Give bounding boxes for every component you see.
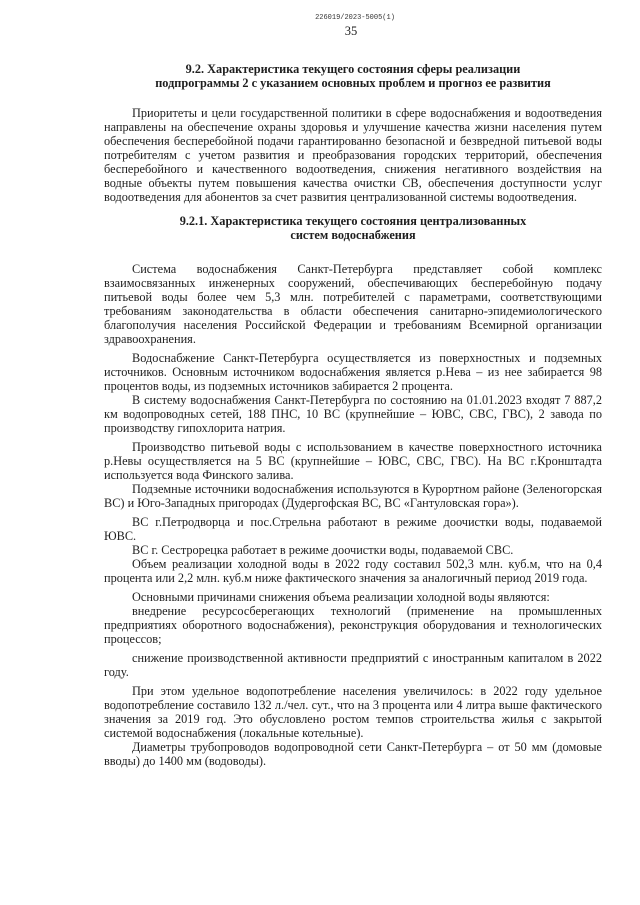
document-id: 226019/2023-5005(1) xyxy=(315,14,395,22)
page-number: 35 xyxy=(344,24,358,38)
paragraph: Производство питьевой воды с использованием в качестве поверхностного источника р.Невы осуществляется на 5 ВС (крупнейшие – ЮВС, СВС, ГВС). На ВС г.Кронштадта используется вода Финского залива. xyxy=(104,440,602,482)
paragraph: Основными причинами снижения объема реализации холодной воды являются: xyxy=(132,590,550,604)
section-heading-9-2-line2: подпрограммы 2 с указанием основных проблем и прогноз ее развития xyxy=(155,76,551,90)
paragraph: Система водоснабжения Санкт-Петербурга представляет собой комплекс взаимосвязанных инженерных сооружений, обеспечивающих бесперебойную подачу питьевой воды более чем 5,3 млн. потребителей с параметрами, соответствующими требованиям законодательства в области обеспечения санитарно-эпидемиологического благополучия населения Российской Федерации и требованиям Всемирной организации здравоохранения. xyxy=(104,262,602,346)
section-heading-9-2-1-line1: 9.2.1. Характеристика текущего состояния централизованных xyxy=(179,214,527,228)
paragraph: Подземные источники водоснабжения используются в Курортном районе (Зеленогорская ВС) и Юго-Западных пригородах (Дудергофская ВС, ВС «Гантуловская гора»). xyxy=(104,482,602,510)
paragraph: ВС г.Петродворца и пос.Стрельна работают в режиме доочистки воды, подаваемой ЮВС. xyxy=(104,515,602,543)
paragraph: внедрение ресурсосберегающих технологий (применение на промышленных предприятиях оборотного водоснабжения), реконструкция оборудования и технологических процессов; xyxy=(104,604,602,646)
paragraph: Диаметры трубопроводов водопроводной сети Санкт-Петербурга – от 50 мм (домовые вводы) до 1400 мм (водоводы). xyxy=(104,740,602,768)
paragraph-priorities: Приоритеты и цели государственной политики в сфере водоснабжения и водоотведения направлены на обеспечение охраны здоровья и улучшение качества жизни населения путем обеспечения бесперебойной подачи гарантированно безопасной и безвредной питьевой воды потребителям с учетом развития и преобразования городских территорий, обеспечения бесперебойного и качественного водоотведения, снижения негативного воздействия на водные объекты путем повышения качества очистки СВ, обеспечения доступности услуг водоотведения для абонентов за счет развития централизованной системы водоотведения. xyxy=(104,106,602,204)
page-content xyxy=(104,62,602,768)
paragraph: При этом удельное водопотребление населения увеличилось: в 2022 году удельное водопотребление составило 132 л./чел. сут., что на 3 процента или 4 литра выше фактического значения за 2019 год. Это обусловлено ростом темпов строительства жилья с закрытой системой водоснабжения (локальные котельные). xyxy=(104,684,602,740)
paragraph: ВС г. Сестрорецка работает в режиме доочистки воды, подаваемой СВС. xyxy=(132,543,514,557)
paragraph: В систему водоснабжения Санкт-Петербурга по состоянию на 01.01.2023 входят 7 887,2 км водопроводных сетей, 188 ПНС, 10 ВС (крупнейшие – ЮВС, СВС, ГВС), 2 завода по производству гипохлорита натрия. xyxy=(104,393,602,435)
section-heading-9-2-1-line2: систем водоснабжения xyxy=(290,228,416,242)
section-heading-9-2-line1: 9.2. Характеристика текущего состояния сферы реализации xyxy=(185,62,521,76)
paragraph: Водоснабжение Санкт-Петербурга осуществляется из поверхностных и подземных источников. Основным источником водоснабжения является р.Нева – из нее забирается 98 процентов воды, из подземных источников забирается 2 процента. xyxy=(104,351,602,393)
paragraph: Объем реализации холодной воды в 2022 году составил 502,3 млн. куб.м, что на 0,4 процента или 2,2 млн. куб.м ниже фактического значения за аналогичный период 2019 года. xyxy=(104,557,602,585)
paragraph: снижение производственной активности предприятий с иностранным капиталом в 2022 году. xyxy=(104,651,602,679)
